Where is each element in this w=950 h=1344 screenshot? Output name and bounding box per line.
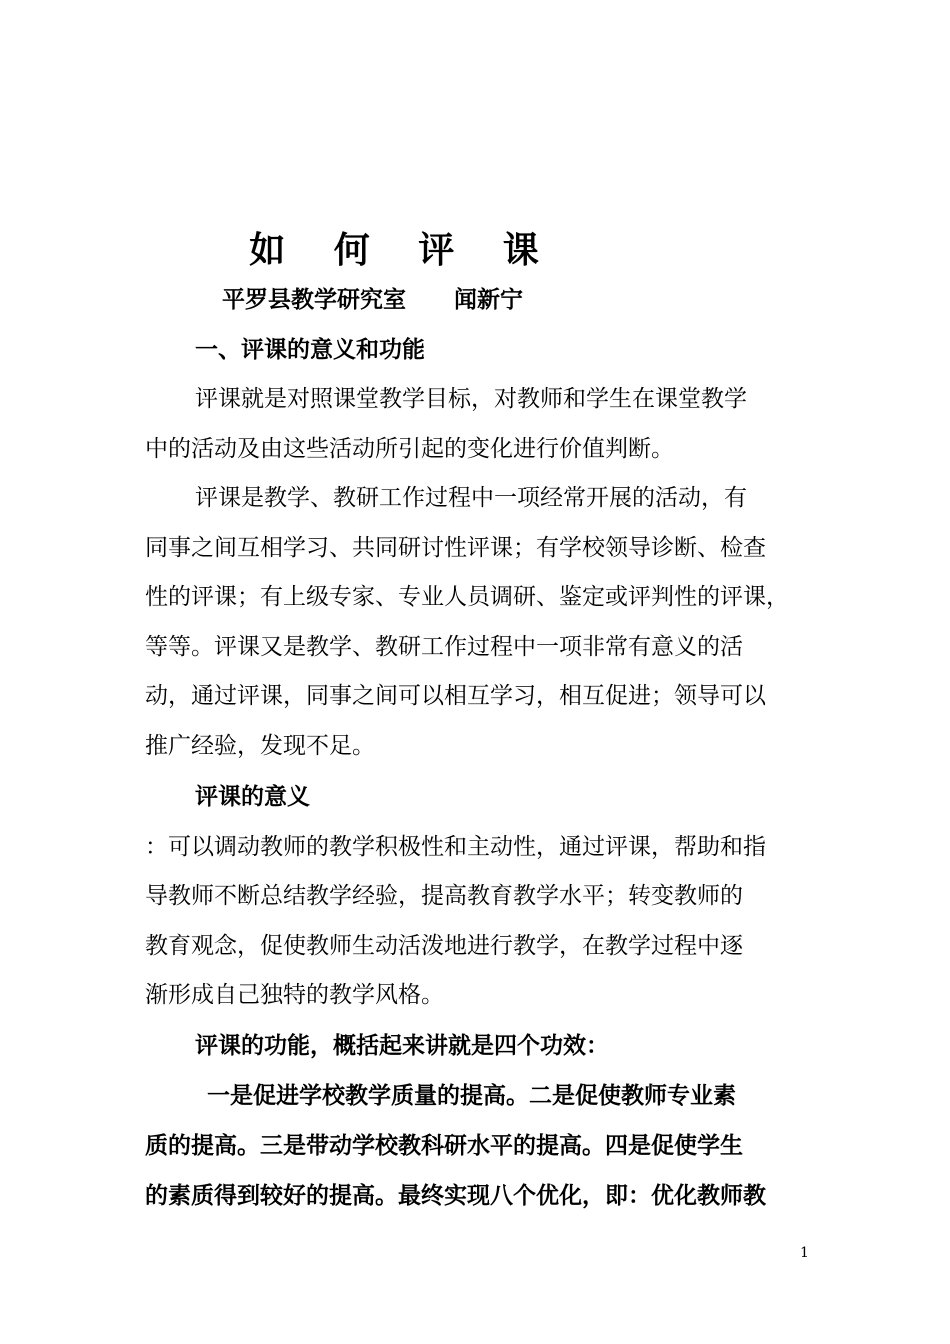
subheading-meaning: 评课的意义 [195, 783, 310, 810]
paragraph-line: 一是促进学校教学质量的提高。二是促使教师专业素 [207, 1082, 736, 1109]
paragraph-line: 的素质得到较好的提高。最终实现八个优化，即：优化教师教 [145, 1182, 766, 1209]
paragraph-line: 评课就是对照课堂教学目标，对教师和学生在课堂教学 [195, 386, 747, 412]
paragraph-line: 推广经验，发现不足。 [145, 733, 375, 759]
paragraph-line: 质的提高。三是带动学校教科研水平的提高。四是促使学生 [145, 1132, 743, 1159]
paragraph-line: 中的活动及由这些活动所引起的变化进行价值判断。 [145, 436, 674, 462]
author-line: 平罗县教学研究室 闻新宁 [222, 286, 524, 313]
paragraph-line: 导教师不断总结教学经验，提高教育教学水平；转变教师的 [145, 883, 743, 909]
document-title [0, 222, 950, 278]
paragraph-line: 动，通过评课，同事之间可以相互学习，相互促进；领导可以 [145, 683, 766, 709]
paragraph-line: 同事之间互相学习、共同研讨性评课；有学校领导诊断、检查 [145, 535, 766, 561]
subheading-function: 评课的功能，概括起来讲就是四个功效： [195, 1032, 609, 1059]
paragraph-line: 等等。评课又是教学、教研工作过程中一项非常有意义的活 [145, 634, 743, 660]
page-number: 1 [800, 1245, 809, 1261]
section-heading: 一、评课的意义和功能 [195, 336, 425, 363]
paragraph-line: 性的评课；有上级专家、专业人员调研、鉴定或评判性的评课， [145, 584, 789, 610]
paragraph-line: 教育观念，促使教师生动活泼地进行教学，在教学过程中逐 [145, 933, 743, 959]
paragraph-line: 评课是教学、教研工作过程中一项经常开展的活动，有 [195, 485, 747, 511]
document-title-text: 如 何 评 课 [249, 229, 557, 271]
paragraph-line: 渐形成自己独特的教学风格。 [145, 982, 444, 1008]
paragraph-line: ：可以调动教师的教学积极性和主动性，通过评课，帮助和指 [145, 834, 766, 860]
